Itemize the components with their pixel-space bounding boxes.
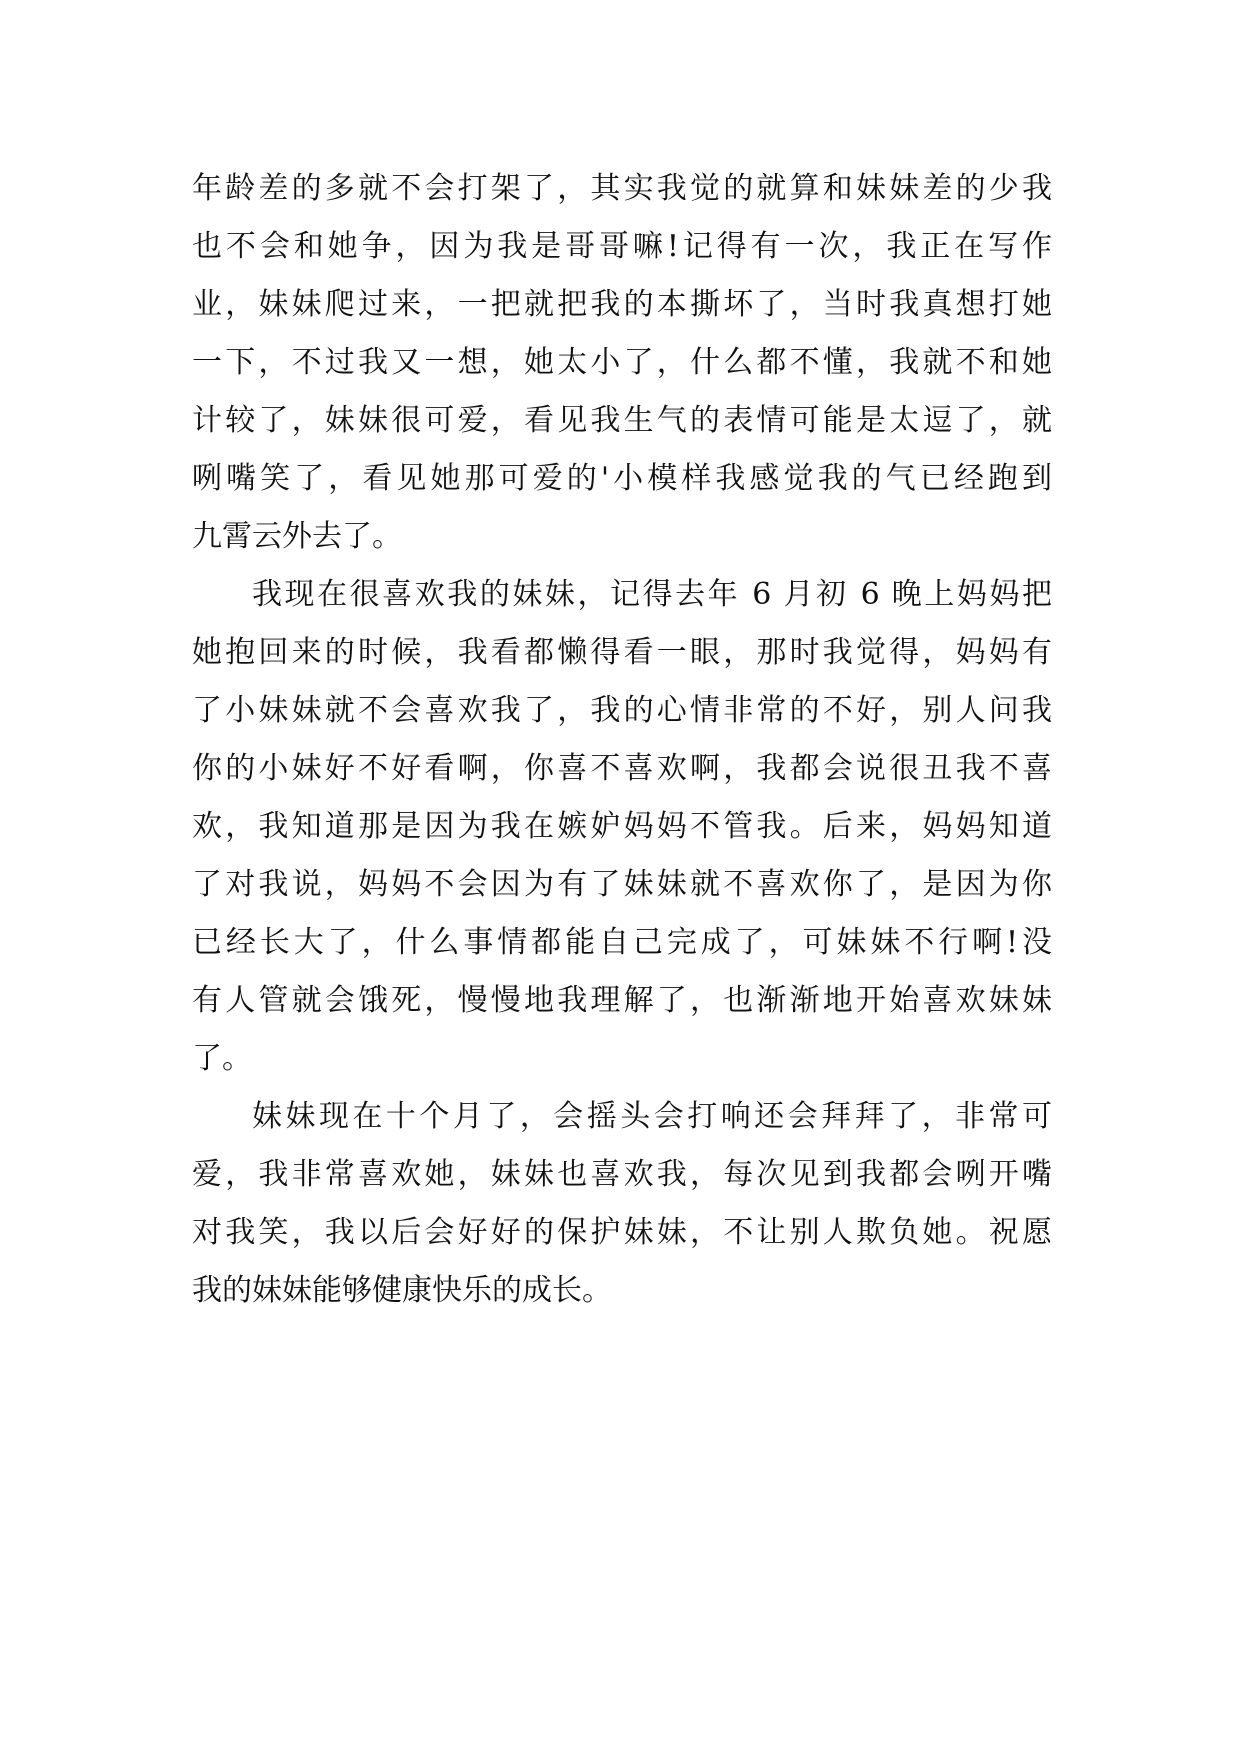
text-line: 她抱回来的时候，我看都懒得看一眼，那时我觉得，妈妈有 (192, 635, 1052, 670)
text-line: 了对我说，妈妈不会因为有了妹妹就不喜欢你了，是因为你 (192, 867, 1052, 902)
text-line: 妹妹现在十个月了，会摇头会打响还会拜拜了，非常可 (252, 1099, 1052, 1134)
text-line: 爱，我非常喜欢她，妹妹也喜欢我，每次见到我都会咧开嘴 (192, 1157, 1052, 1192)
text-line: 九霄云外去了。 (192, 519, 402, 554)
text-line: 计较了，妹妹很可爱，看见我生气的表情可能是太逗了，就 (192, 403, 1052, 438)
text-line: 了小妹妹就不会喜欢我了，我的心情非常的不好，别人问我 (192, 693, 1052, 728)
paragraph-1 (192, 160, 1052, 566)
paragraph-3 (192, 1088, 1052, 1320)
text-line: 年龄差的多就不会打架了，其实我觉的就算和妹妹差的少我 (192, 171, 1052, 206)
text-line: 有人管就会饿死，慢慢地我理解了，也渐渐地开始喜欢妹妹 (192, 983, 1052, 1018)
paragraph-2 (192, 566, 1052, 1088)
text-line: 也不会和她争，因为我是哥哥嘛!记得有一次，我正在写作 (192, 229, 1052, 264)
text-line: 你的小妹好不好看啊，你喜不喜欢啊，我都会说很丑我不喜 (192, 751, 1052, 786)
text-line: 我现在很喜欢我的妹妹，记得去年 6 月初 6 晚上妈妈把 (252, 577, 1052, 612)
essay-body (192, 160, 1052, 1320)
text-line: 我的妹妹能够健康快乐的成长。 (192, 1273, 612, 1308)
text-line: 对我笑，我以后会好好的保护妹妹，不让别人欺负她。祝愿 (192, 1215, 1052, 1250)
text-line: 已经长大了，什么事情都能自己完成了，可妹妹不行啊!没 (192, 925, 1052, 960)
text-line: 了。 (192, 1041, 252, 1076)
text-line: 欢，我知道那是因为我在嫉妒妈妈不管我。后来，妈妈知道 (192, 809, 1052, 844)
text-line: 一下，不过我又一想，她太小了，什么都不懂，我就不和她 (192, 345, 1052, 380)
text-line: 业，妹妹爬过来，一把就把我的本撕坏了，当时我真想打她 (192, 287, 1052, 322)
text-line: 咧嘴笑了，看见她那可爱的'小模样我感觉我的气已经跑到 (192, 461, 1052, 496)
